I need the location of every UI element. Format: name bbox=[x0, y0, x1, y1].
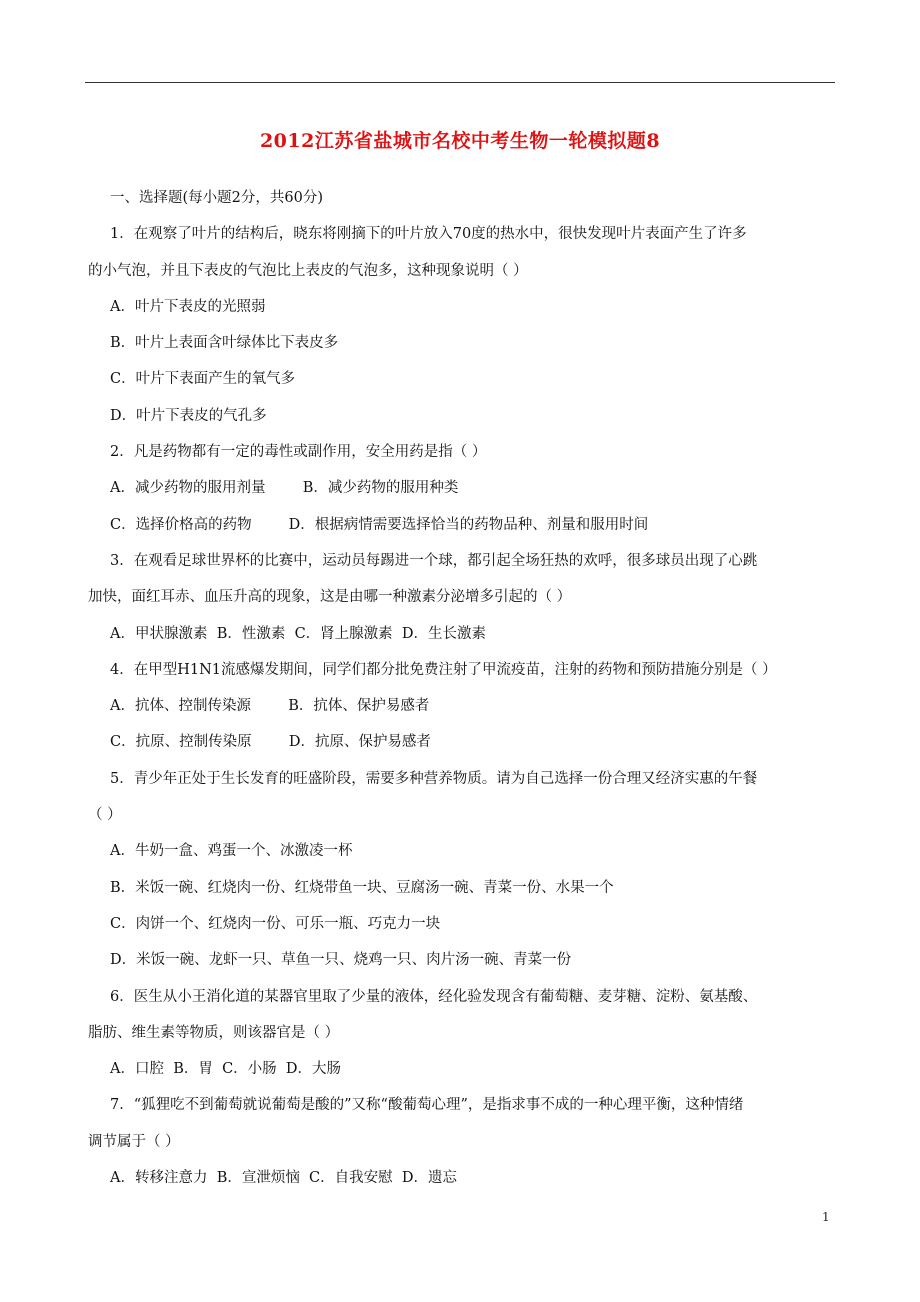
question-3-line-1: 3．在观看足球世界杯的比赛中，运动员每踢进一个球，都引起全场狂热的欢呼，很多球员出现了心跳 bbox=[110, 552, 758, 569]
document-body bbox=[88, 180, 838, 1196]
question-4-option-a: A．抗体、控制传染源 bbox=[110, 698, 251, 715]
question-1-option-c: C．叶片下表面产生的氧气多 bbox=[110, 371, 296, 388]
question-1-option-d: D．叶片下表皮的气孔多 bbox=[110, 407, 267, 424]
question-4-option-d: D．抗原、保护易感者 bbox=[288, 734, 431, 751]
question-6-line-2: 脂肪、维生素等物质，则该器官是（ ） bbox=[88, 1024, 340, 1041]
question-5-line-2: （ ） bbox=[88, 807, 122, 824]
question-7-line-2: 调节属于（ ） bbox=[88, 1133, 180, 1150]
question-1-option-a: A．叶片下表皮的光照弱 bbox=[110, 298, 266, 315]
question-5-option-a: A．牛奶一盒、鸡蛋一个、冰激凌一杯 bbox=[110, 843, 353, 860]
question-2-option-c: C．选择价格高的药物 bbox=[110, 516, 252, 533]
question-6-line-1: 6．医生从小王消化道的某器官里取了少量的液体，经化验发现含有葡萄糖、麦芽糖、淀粉、氨基酸、 bbox=[110, 988, 758, 1005]
question-7-options: A．转移注意力 B．宣泄烦恼 C．自我安慰 D．遗忘 bbox=[110, 1170, 457, 1187]
question-3-options: A．甲状腺激素 B．性激素 C．肾上腺激素 D．生长激素 bbox=[110, 625, 486, 642]
question-3-line-2: 加快，面红耳赤、血压升高的现象，这是由哪一种激素分泌增多引起的（ ） bbox=[88, 589, 572, 606]
header-rule bbox=[85, 82, 835, 83]
question-4-option-c: C．抗原、控制传染原 bbox=[110, 734, 252, 751]
question-2-option-d: D．根据病情需要选择恰当的药物品种、剂量和服用时间 bbox=[288, 516, 649, 533]
question-5-line-1: 5．青少年正处于生长发育的旺盛阶段，需要多种营养物质。请为自己选择一份合理又经济实惠的午餐 bbox=[110, 770, 758, 787]
question-2-option-a: A．减少药物的服用剂量 bbox=[110, 480, 266, 497]
question-1-line-2: 的小气泡，并且下表皮的气泡比上表皮的气泡多，这种现象说明（ ） bbox=[88, 262, 528, 279]
question-4-option-b: B．抗体、保护易感者 bbox=[288, 698, 430, 715]
page-title: 2012江苏省盐城市名校中考生物一轮模拟题8 bbox=[259, 130, 661, 152]
question-4-options-row-2 bbox=[88, 724, 838, 760]
question-5-option-d: D．米饭一碗、龙虾一只、草鱼一只、烧鸡一只、肉片汤一碗、青菜一份 bbox=[110, 952, 572, 969]
question-5-option-b: B．米饭一碗、红烧肉一份、红烧带鱼一块、豆腐汤一碗、青菜一份、水果一个 bbox=[110, 879, 614, 896]
question-4-options-row-1 bbox=[88, 688, 838, 724]
question-1-option-b: B．叶片上表面含叶绿体比下表皮多 bbox=[110, 335, 339, 352]
section-heading: 一、选择题(每小题2分，共60分) bbox=[110, 190, 323, 206]
question-2-line-1: 2．凡是药物都有一定的毒性或副作用，安全用药是指（ ） bbox=[110, 444, 487, 461]
question-6-options: A．口腔 B．胃 C．小肠 D．大肠 bbox=[110, 1061, 342, 1078]
question-2-option-b: B．减少药物的服用种类 bbox=[302, 480, 459, 497]
question-7-line-1: 7．“狐狸吃不到葡萄就说葡萄是酸的”又称“酸葡萄心理”，是指求事不成的一种心理平衡，这种情绪 bbox=[110, 1097, 744, 1114]
question-1-line-1: 1．在观察了叶片的结构后，晓东将刚摘下的叶片放入70度的热水中，很快发现叶片表面产生了许多 bbox=[110, 226, 747, 243]
question-5-option-c: C．肉饼一个、红烧肉一份、可乐一瓶、巧克力一块 bbox=[110, 915, 441, 932]
question-2-options-row-1 bbox=[88, 470, 838, 506]
question-4-line-1: 4．在甲型H1N1流感爆发期间，同学们都分批免费注射了甲流疫苗，注射的药物和预防措施分别是（ ） bbox=[110, 661, 777, 678]
question-2-options-row-2 bbox=[88, 507, 838, 543]
page-number: 1 bbox=[822, 1210, 830, 1224]
